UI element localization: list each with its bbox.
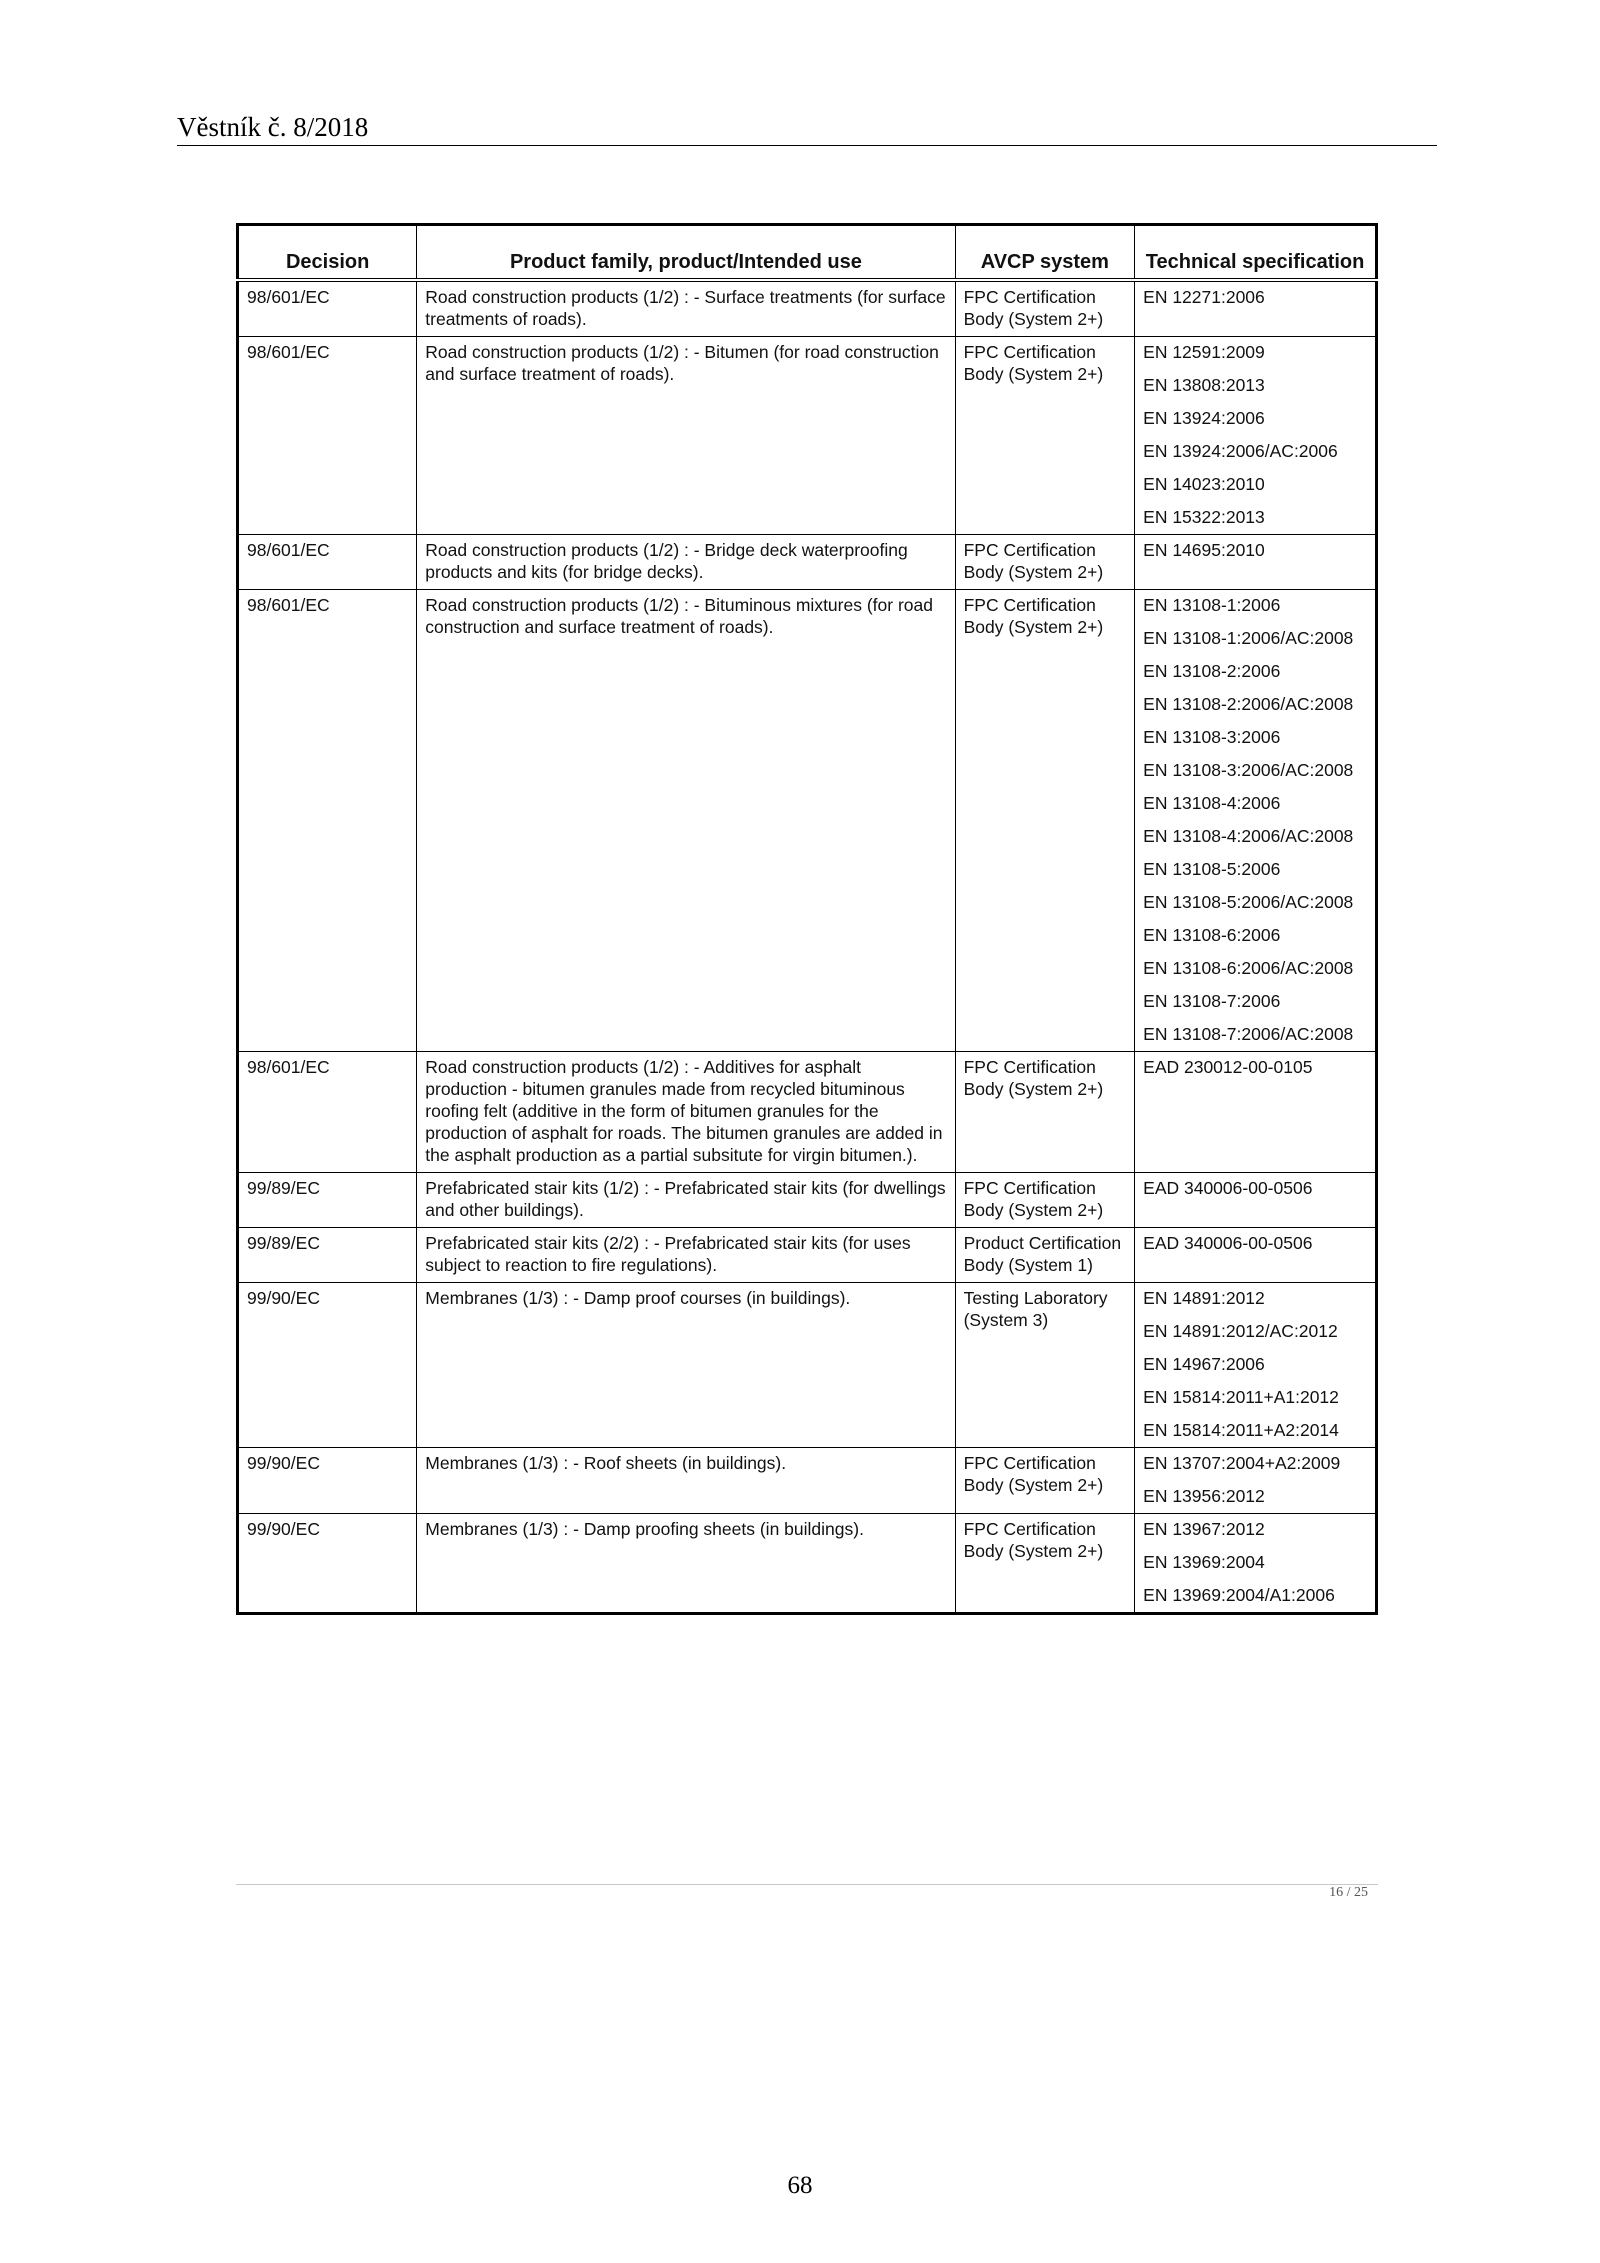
decision-cell: 98/601/EC <box>238 280 417 337</box>
avcp-cell: FPC Certification Body (System 2+) <box>955 337 1135 535</box>
spec-cell <box>1135 1052 1377 1173</box>
product-cell: Road construction products (1/2) : - Additives for asphalt production - bitumen granules made from recycled bituminous roofing felt (additive in the form of bitumen granules for the production of asphalt for roads. The bitumen granules are added in the asphalt production as a partial subsitute for virgin bitumen.). <box>417 1052 955 1173</box>
spec-cell <box>1135 590 1377 1052</box>
table-row <box>238 1052 1377 1173</box>
table-row <box>238 535 1377 590</box>
spec-item: EN 13108-2:2006/AC:2008 <box>1143 694 1354 714</box>
table-body <box>238 280 1377 1614</box>
spec-item: EN 13108-4:2006/AC:2008 <box>1143 826 1354 846</box>
spec-cell <box>1135 535 1377 590</box>
decision-cell: 98/601/EC <box>238 337 417 535</box>
spec-item: EAD 230012-00-0105 <box>1143 1057 1313 1077</box>
avcp-cell: FPC Certification Body (System 2+) <box>955 535 1135 590</box>
spec-item: EN 12591:2009 <box>1143 342 1265 362</box>
table-row <box>238 1283 1377 1448</box>
spec-item: EN 14891:2012 <box>1143 1288 1265 1308</box>
spec-item: EN 13108-4:2006 <box>1143 793 1281 813</box>
decision-cell: 99/90/EC <box>238 1448 417 1514</box>
spec-item: EN 13707:2004+A2:2009 <box>1143 1453 1341 1473</box>
page-header-title: Věstník č. 8/2018 <box>177 112 369 142</box>
spec-item: EN 13969:2004 <box>1143 1552 1265 1572</box>
column-header-avcp: AVCP system <box>955 225 1135 281</box>
table-row <box>238 1514 1377 1614</box>
decision-cell: 99/90/EC <box>238 1283 417 1448</box>
spec-item: EN 15814:2011+A1:2012 <box>1143 1387 1339 1407</box>
spec-cell <box>1135 1514 1377 1614</box>
avcp-cell: FPC Certification Body (System 2+) <box>955 1448 1135 1514</box>
spec-item: EN 13108-3:2006 <box>1143 727 1281 747</box>
spec-item: EN 13108-1:2006 <box>1143 595 1281 615</box>
decision-cell: 99/89/EC <box>238 1173 417 1228</box>
product-cell: Membranes (1/3) : - Roof sheets (in buildings). <box>417 1448 955 1514</box>
spec-item: EN 13967:2012 <box>1143 1519 1265 1539</box>
table-row <box>238 590 1377 1052</box>
avcp-cell: FPC Certification Body (System 2+) <box>955 1052 1135 1173</box>
spec-cell <box>1135 280 1377 337</box>
spec-item: EN 13108-7:2006 <box>1143 991 1281 1011</box>
spec-item: EN 13108-1:2006/AC:2008 <box>1143 628 1354 648</box>
column-header-product: Product family, product/Intended use <box>417 225 955 281</box>
avcp-table <box>236 223 1378 1615</box>
spec-item: EN 13108-2:2006 <box>1143 661 1281 681</box>
decision-cell: 99/89/EC <box>238 1228 417 1283</box>
footer-rule <box>236 1884 1378 1885</box>
column-header-decision: Decision <box>238 225 417 281</box>
spec-item: EN 12271:2006 <box>1143 287 1265 307</box>
table-row <box>238 1448 1377 1514</box>
spec-item: EN 13924:2006/AC:2006 <box>1143 441 1338 461</box>
spec-cell <box>1135 1173 1377 1228</box>
spec-item: EN 13956:2012 <box>1143 1486 1265 1506</box>
product-cell: Prefabricated stair kits (2/2) : - Prefabricated stair kits (for uses subject to reaction to fire regulations). <box>417 1228 955 1283</box>
page-number: 68 <box>787 2172 813 2199</box>
table-row <box>238 280 1377 337</box>
spec-item: EN 13924:2006 <box>1143 408 1265 428</box>
spec-cell <box>1135 1283 1377 1448</box>
product-cell: Road construction products (1/2) : - Bridge deck waterproofing products and kits (for bridge decks). <box>417 535 955 590</box>
product-cell: Road construction products (1/2) : - Bituminous mixtures (for road construction and surface treatment of roads). <box>417 590 955 1052</box>
spec-item: EN 13108-6:2006/AC:2008 <box>1143 958 1354 978</box>
table-header-row <box>238 225 1377 281</box>
spec-item: EN 13969:2004/A1:2006 <box>1143 1585 1335 1605</box>
avcp-cell: Product Certification Body (System 1) <box>955 1228 1135 1283</box>
table-row <box>238 337 1377 535</box>
product-cell: Membranes (1/3) : - Damp proof courses (in buildings). <box>417 1283 955 1448</box>
spec-item: EN 13108-5:2006 <box>1143 859 1281 879</box>
product-cell: Prefabricated stair kits (1/2) : - Prefabricated stair kits (for dwellings and other buildings). <box>417 1173 955 1228</box>
spec-cell <box>1135 337 1377 535</box>
avcp-cell: Testing Laboratory (System 3) <box>955 1283 1135 1448</box>
table-row <box>238 1228 1377 1283</box>
spec-item: EN 15322:2013 <box>1143 507 1265 527</box>
spec-item: EN 13108-3:2006/AC:2008 <box>1143 760 1354 780</box>
table-row <box>238 1173 1377 1228</box>
spec-cell <box>1135 1448 1377 1514</box>
product-cell: Membranes (1/3) : - Damp proofing sheets (in buildings). <box>417 1514 955 1614</box>
footer-page-counter: 16 / 25 <box>1329 1885 1368 1900</box>
avcp-cell: FPC Certification Body (System 2+) <box>955 1173 1135 1228</box>
decision-cell: 99/90/EC <box>238 1514 417 1614</box>
avcp-cell: FPC Certification Body (System 2+) <box>955 590 1135 1052</box>
spec-item: EN 14695:2010 <box>1143 540 1265 560</box>
column-header-spec: Technical specification <box>1135 225 1377 281</box>
header-rule <box>177 145 1437 146</box>
product-cell: Road construction products (1/2) : - Surface treatments (for surface treatments of roads). <box>417 280 955 337</box>
product-cell: Road construction products (1/2) : - Bitumen (for road construction and surface treatment of roads). <box>417 337 955 535</box>
spec-item: EN 13108-7:2006/AC:2008 <box>1143 1024 1354 1044</box>
spec-item: EN 13808:2013 <box>1143 375 1265 395</box>
spec-cell <box>1135 1228 1377 1283</box>
spec-item: EN 13108-6:2006 <box>1143 925 1281 945</box>
decision-cell: 98/601/EC <box>238 1052 417 1173</box>
spec-item: EAD 340006-00-0506 <box>1143 1233 1313 1253</box>
decision-cell: 98/601/EC <box>238 535 417 590</box>
avcp-cell: FPC Certification Body (System 2+) <box>955 1514 1135 1614</box>
spec-item: EN 14023:2010 <box>1143 474 1265 494</box>
spec-item: EN 14891:2012/AC:2012 <box>1143 1321 1338 1341</box>
spec-item: EAD 340006-00-0506 <box>1143 1178 1313 1198</box>
spec-item: EN 14967:2006 <box>1143 1354 1265 1374</box>
decision-cell: 98/601/EC <box>238 590 417 1052</box>
avcp-cell: FPC Certification Body (System 2+) <box>955 280 1135 337</box>
spec-item: EN 13108-5:2006/AC:2008 <box>1143 892 1354 912</box>
spec-item: EN 15814:2011+A2:2014 <box>1143 1420 1339 1440</box>
